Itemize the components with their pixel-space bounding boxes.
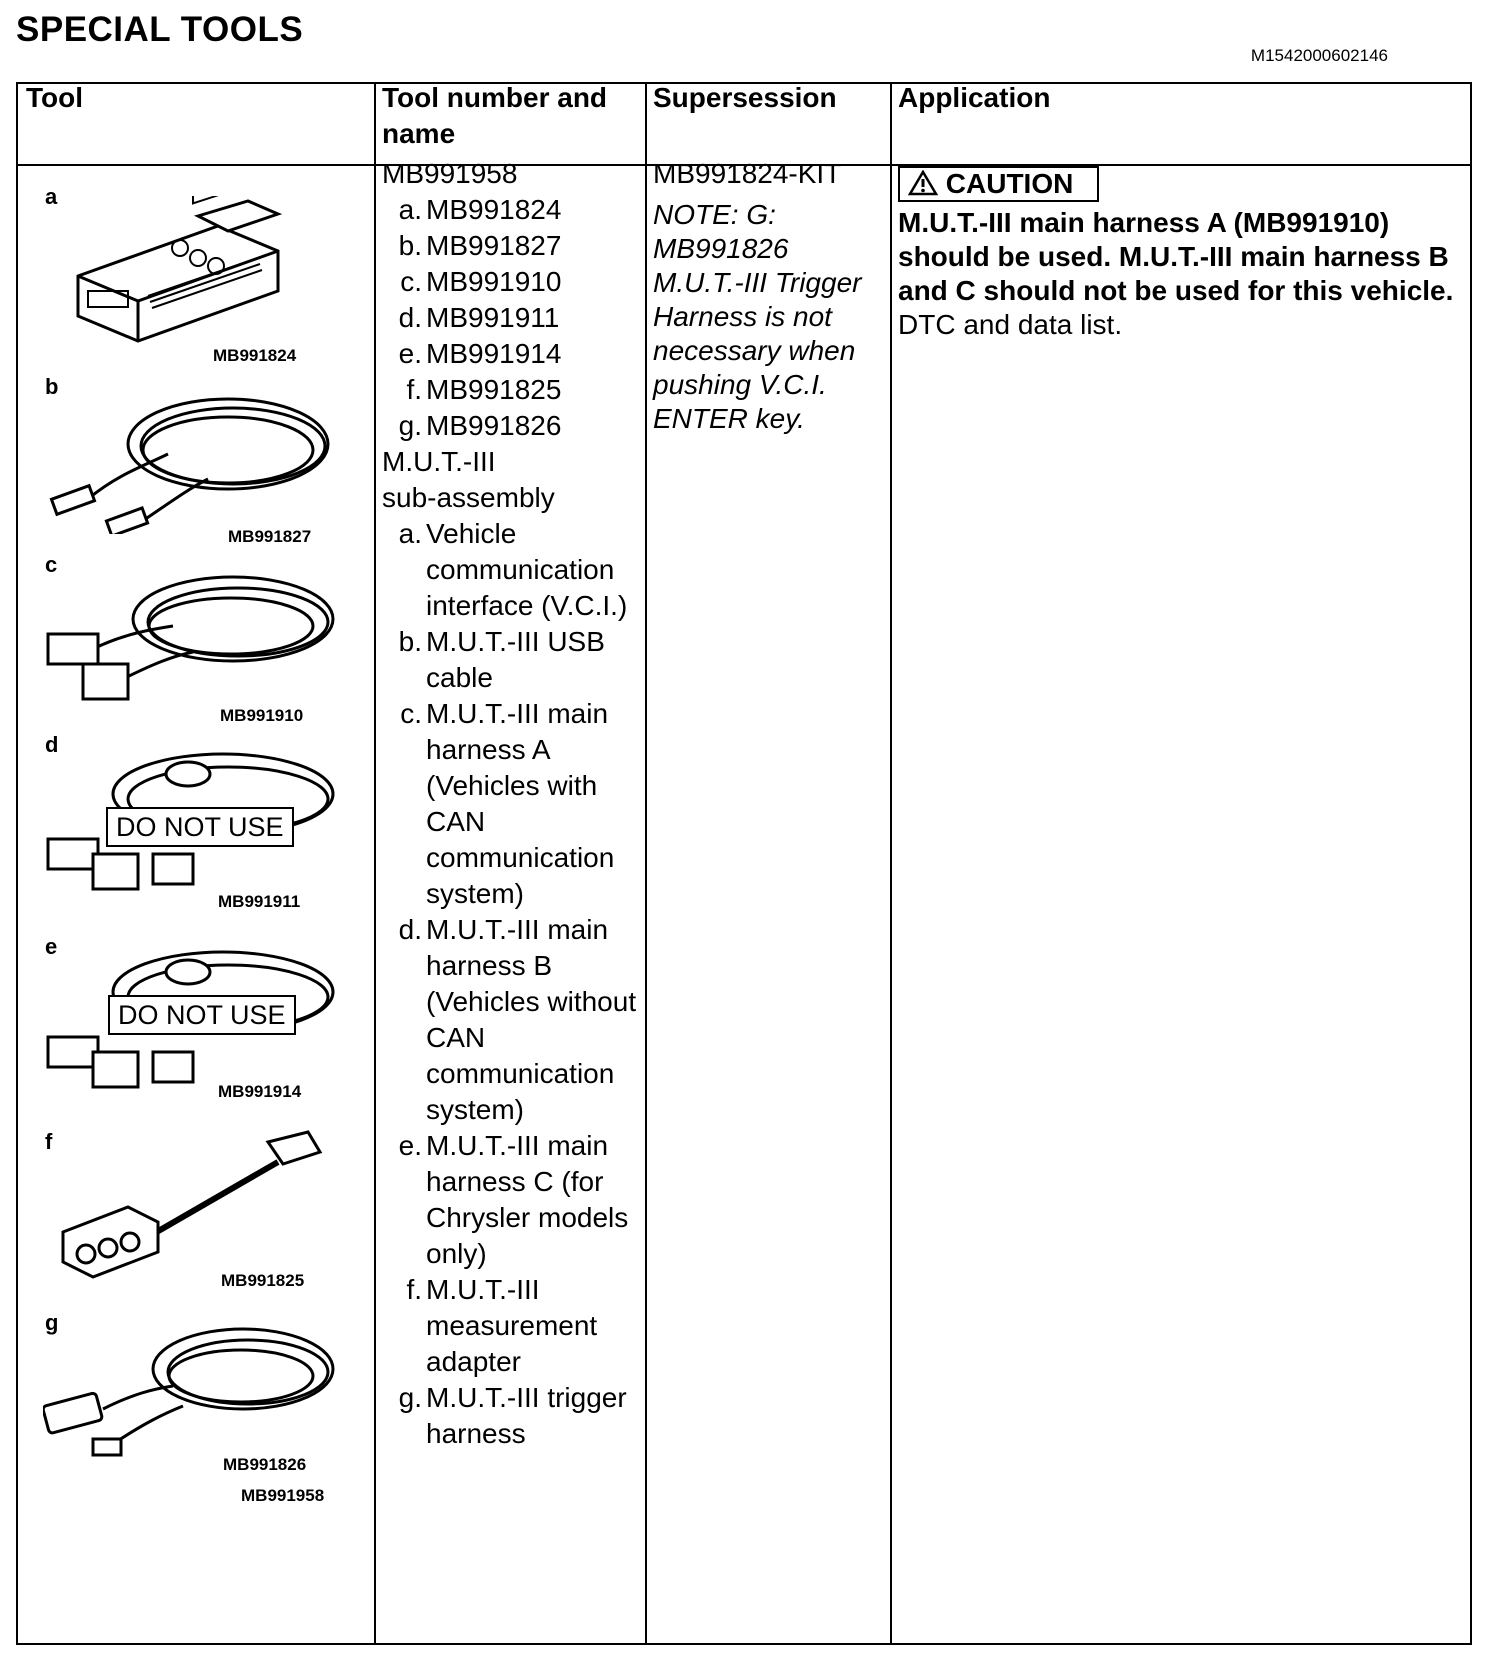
list-text: MB991826 — [426, 410, 562, 441]
warning-triangle-icon — [908, 168, 946, 199]
tool-letter: b — [45, 374, 59, 399]
supersession-note: NOTE: G: MB991826 M.U.T.-III Trigger Harness is not necessary when pushing V.C.I. ENTER key. — [653, 199, 862, 434]
set-number: MB991958 — [382, 158, 518, 189]
tool-number-name-cell — [382, 156, 644, 1452]
list-marker: f. — [406, 1274, 422, 1305]
tool-letter: c — [45, 552, 58, 577]
list-marker: e. — [398, 1130, 422, 1161]
list-item — [382, 912, 644, 1128]
list-item — [382, 372, 644, 408]
tool-caption: MB991824 — [213, 346, 297, 365]
column-divider — [645, 84, 647, 1643]
tool-letter: g — [45, 1310, 59, 1335]
header-tool: Tool — [26, 82, 84, 113]
list-text: MB991824 — [426, 194, 562, 225]
supersession-kit: MB991824-KIT — [653, 158, 842, 189]
caution-text: M.U.T.-III main harness A (MB991910) should be used. M.U.T.-III main harness B and C should not be used for this vehicle. — [898, 207, 1454, 306]
list-text: MB991825 — [426, 374, 562, 405]
list-text: Vehicle communication interface (V.C.I.) — [426, 518, 628, 621]
list-marker: b. — [398, 230, 422, 261]
set-name: M.U.T.-III — [382, 446, 496, 477]
special-tools-table — [16, 82, 1472, 1645]
list-marker: d. — [398, 302, 422, 333]
list-marker: f. — [406, 374, 422, 405]
part-name-list — [382, 516, 644, 1452]
list-marker: g. — [398, 410, 422, 441]
list-item — [382, 408, 644, 444]
list-text: M.U.T.-III main harness A (Vehicles with CAN communication system) — [426, 698, 615, 909]
supersession-cell — [653, 156, 883, 436]
list-item — [382, 696, 644, 912]
list-item — [382, 624, 644, 696]
header-tool-number-and-name: Tool number and name — [382, 82, 608, 149]
list-marker: a. — [398, 194, 422, 225]
list-item — [382, 264, 644, 300]
list-text: M.U.T.-III USB cable — [426, 626, 605, 693]
list-marker: b. — [398, 626, 422, 657]
trigger-harness-illustration — [43, 1314, 343, 1464]
list-text: MB991910 — [426, 266, 562, 297]
list-item — [382, 1128, 644, 1272]
list-marker: d. — [398, 914, 422, 945]
tool-caption: MB991911 — [218, 892, 301, 911]
document-id: M1542000602146 — [1250, 46, 1388, 65]
header-supersession: Supersession — [653, 82, 837, 113]
caution-box — [898, 166, 1099, 202]
tool-caption: MB991825 — [221, 1271, 305, 1290]
tool-caption: MB991826 — [223, 1455, 307, 1474]
do-not-use-label: DO NOT USE — [108, 995, 296, 1035]
list-item — [382, 1380, 644, 1452]
caution-label: CAUTION — [945, 168, 1074, 199]
list-text: MB991914 — [426, 338, 562, 369]
list-item — [382, 300, 644, 336]
tool-caption: MB991914 — [218, 1082, 302, 1101]
column-divider — [374, 84, 376, 1643]
list-marker: e. — [398, 338, 422, 369]
tool-letter: f — [45, 1129, 53, 1154]
list-text: M.U.T.-III main harness B (Vehicles without CAN communication system) — [426, 914, 637, 1125]
vci-device-illustration — [68, 196, 298, 346]
usb-cable-illustration — [48, 384, 338, 534]
list-item — [382, 192, 644, 228]
application-cell — [898, 166, 1458, 342]
list-item — [382, 1272, 644, 1380]
list-marker: c. — [400, 266, 422, 297]
measurement-adapter-illustration — [58, 1122, 328, 1282]
list-text: M.U.T.-III measurement adapter — [426, 1274, 598, 1377]
list-item — [382, 228, 644, 264]
tool-letter: d — [45, 732, 59, 757]
list-marker: c. — [400, 698, 422, 729]
list-text: MB991911 — [426, 302, 560, 333]
main-harness-a-illustration — [43, 564, 343, 714]
column-divider — [890, 84, 892, 1643]
tool-letter: e — [45, 934, 58, 959]
list-item — [382, 336, 644, 372]
list-item — [382, 516, 644, 624]
do-not-use-label: DO NOT USE — [106, 807, 294, 847]
list-text: MB991827 — [426, 230, 562, 261]
set-name: sub-assembly — [382, 482, 555, 513]
tool-caption: MB991827 — [228, 527, 312, 546]
part-number-list — [382, 192, 644, 444]
tool-letter: a — [45, 184, 58, 209]
tool-caption: MB991910 — [220, 706, 304, 725]
list-text: M.U.T.-III trigger harness — [426, 1382, 627, 1449]
tool-set-caption: MB991958 — [241, 1486, 325, 1505]
application-text: DTC and data list. — [898, 309, 1123, 340]
list-text: M.U.T.-III main harness C (for Chrysler models only) — [426, 1130, 629, 1269]
list-marker: g. — [398, 1382, 422, 1413]
header-application: Application — [898, 82, 1051, 113]
page-title: SPECIAL TOOLS — [16, 10, 304, 49]
list-marker: a. — [398, 518, 422, 549]
